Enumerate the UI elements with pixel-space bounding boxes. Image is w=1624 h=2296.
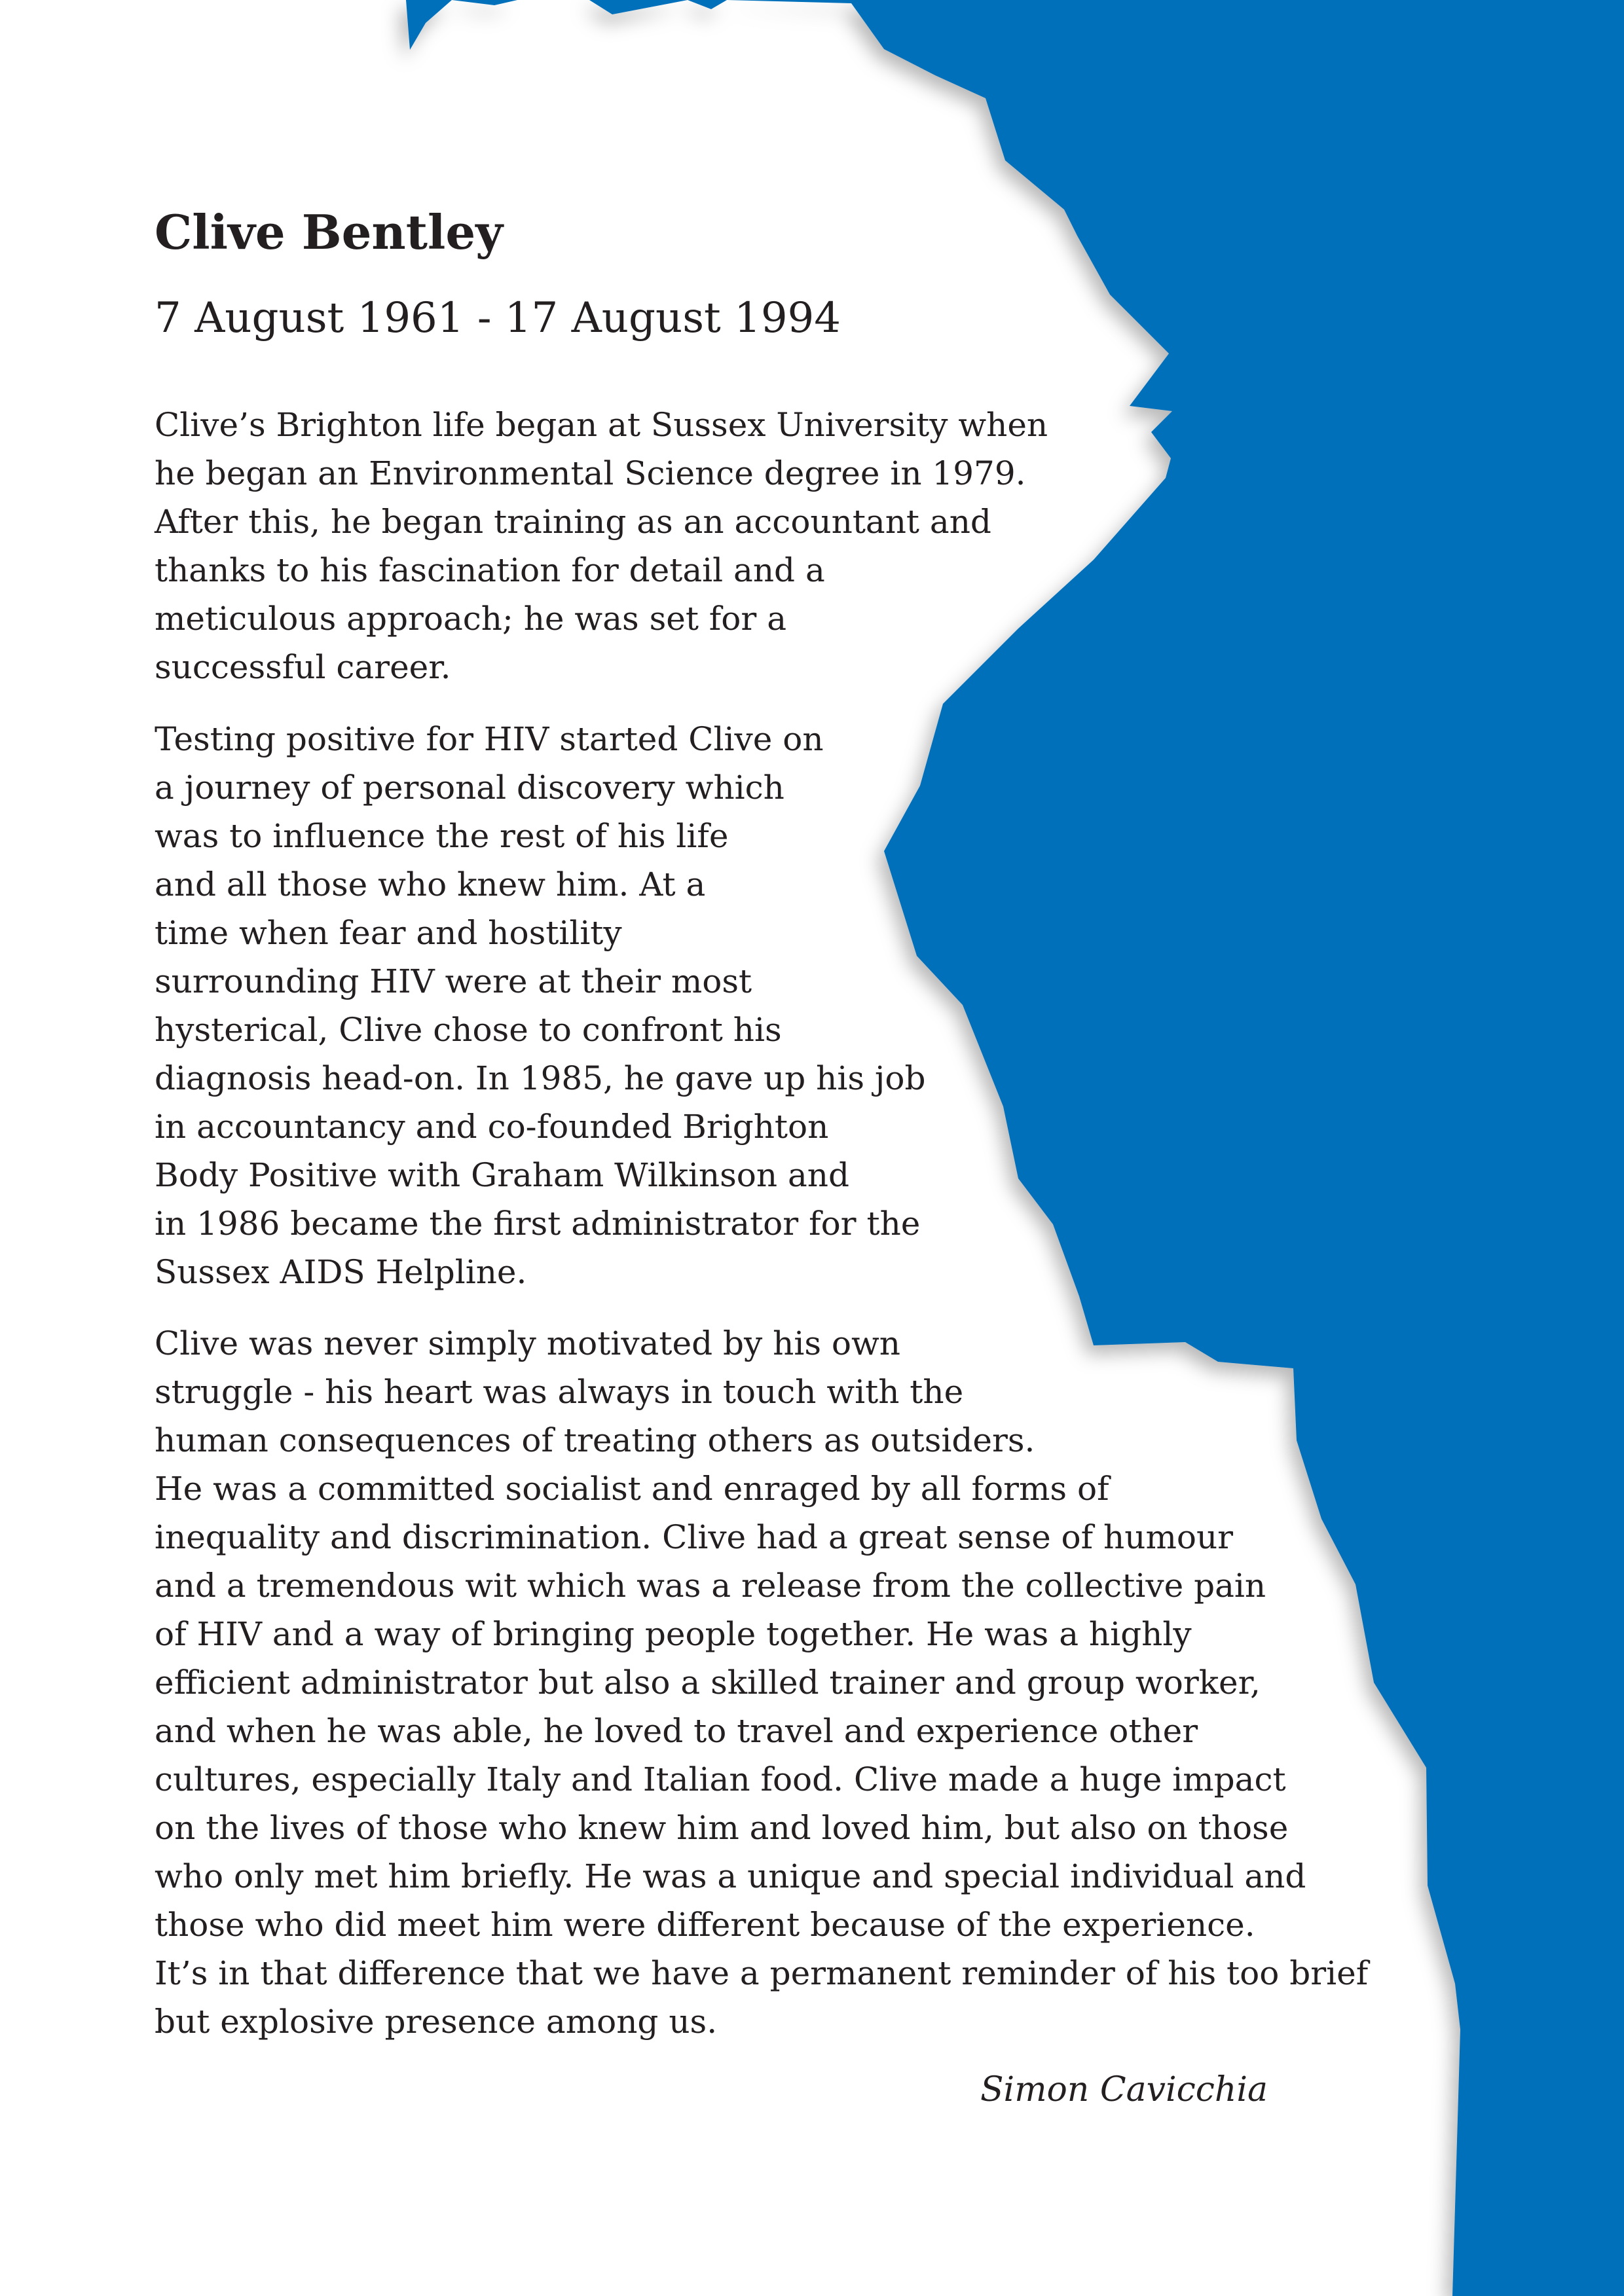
- text-line: He was a committed socialist and enraged by all forms of: [155, 1470, 1109, 1508]
- text-line: he began an Environmental Science degree in 1979.: [155, 454, 1026, 492]
- text-line: Sussex AIDS Helpline.: [155, 1253, 527, 1291]
- text-line: was to influence the rest of his life: [155, 817, 729, 855]
- text-line: diagnosis head-on. In 1985, he gave up his job: [155, 1059, 926, 1097]
- text-line: Clive was never simply motivated by his own: [155, 1324, 900, 1362]
- text-line: those who did meet him were different because of the experience.: [155, 1906, 1255, 1944]
- text-line: successful career.: [155, 648, 451, 686]
- text-line: and a tremendous wit which was a release from the collective pain: [155, 1567, 1266, 1605]
- text-line: Clive’s Brighton life began at Sussex University when: [155, 406, 1048, 444]
- text-line: inequality and discrimination. Clive had a great sense of humour: [155, 1518, 1234, 1556]
- text-line: efficient administrator but also a skilled trainer and group worker,: [155, 1664, 1261, 1702]
- text-line: in accountancy and co-founded Brighton: [155, 1108, 829, 1146]
- text-line: meticulous approach; he was set for a: [155, 600, 787, 638]
- text-line: Testing positive for HIV started Clive on: [155, 720, 824, 758]
- text-line: It’s in that difference that we have a permanent reminder of his too brief: [155, 1954, 1369, 1992]
- text-line: on the lives of those who knew him and loved him, but also on those: [155, 1809, 1289, 1847]
- text-line: human consequences of treating others as outsiders.: [155, 1421, 1035, 1459]
- text-line: and when he was able, he loved to travel and experience other: [155, 1712, 1198, 1750]
- text-line: struggle - his heart was always in touch with the: [155, 1373, 964, 1411]
- paragraph-hiv-activism: [155, 715, 926, 1296]
- text-line: Body Positive with Graham Wilkinson and: [155, 1156, 849, 1194]
- paragraph-early-life: [155, 401, 1048, 691]
- text-line: hysterical, Clive chose to confront his: [155, 1011, 782, 1049]
- text-line: and all those who knew him. At a: [155, 866, 706, 903]
- author-signature: Simon Cavicchia: [980, 2070, 1268, 2109]
- text-line: in 1986 became the first administrator for the: [155, 1205, 921, 1243]
- text-line: cultures, especially Italy and Italian food. Clive made a huge impact: [155, 1760, 1286, 1798]
- text-line: of HIV and a way of bringing people together. He was a highly: [155, 1615, 1192, 1653]
- text-line: who only met him briefly. He was a unique and special individual and: [155, 1857, 1306, 1895]
- text-line: a journey of personal discovery which: [155, 769, 784, 807]
- text-line: After this, he began training as an accountant and: [155, 503, 991, 541]
- text-line: surrounding HIV were at their most: [155, 962, 752, 1000]
- life-dates: 7 August 1961 - 17 August 1994: [155, 294, 841, 342]
- paragraph-character: [155, 1319, 1368, 2046]
- text-line: but explosive presence among us.: [155, 2003, 718, 2041]
- text-line: time when fear and hostility: [155, 914, 622, 952]
- person-name-heading: Clive Bentley: [155, 204, 503, 260]
- text-line: thanks to his fascination for detail and a: [155, 551, 825, 589]
